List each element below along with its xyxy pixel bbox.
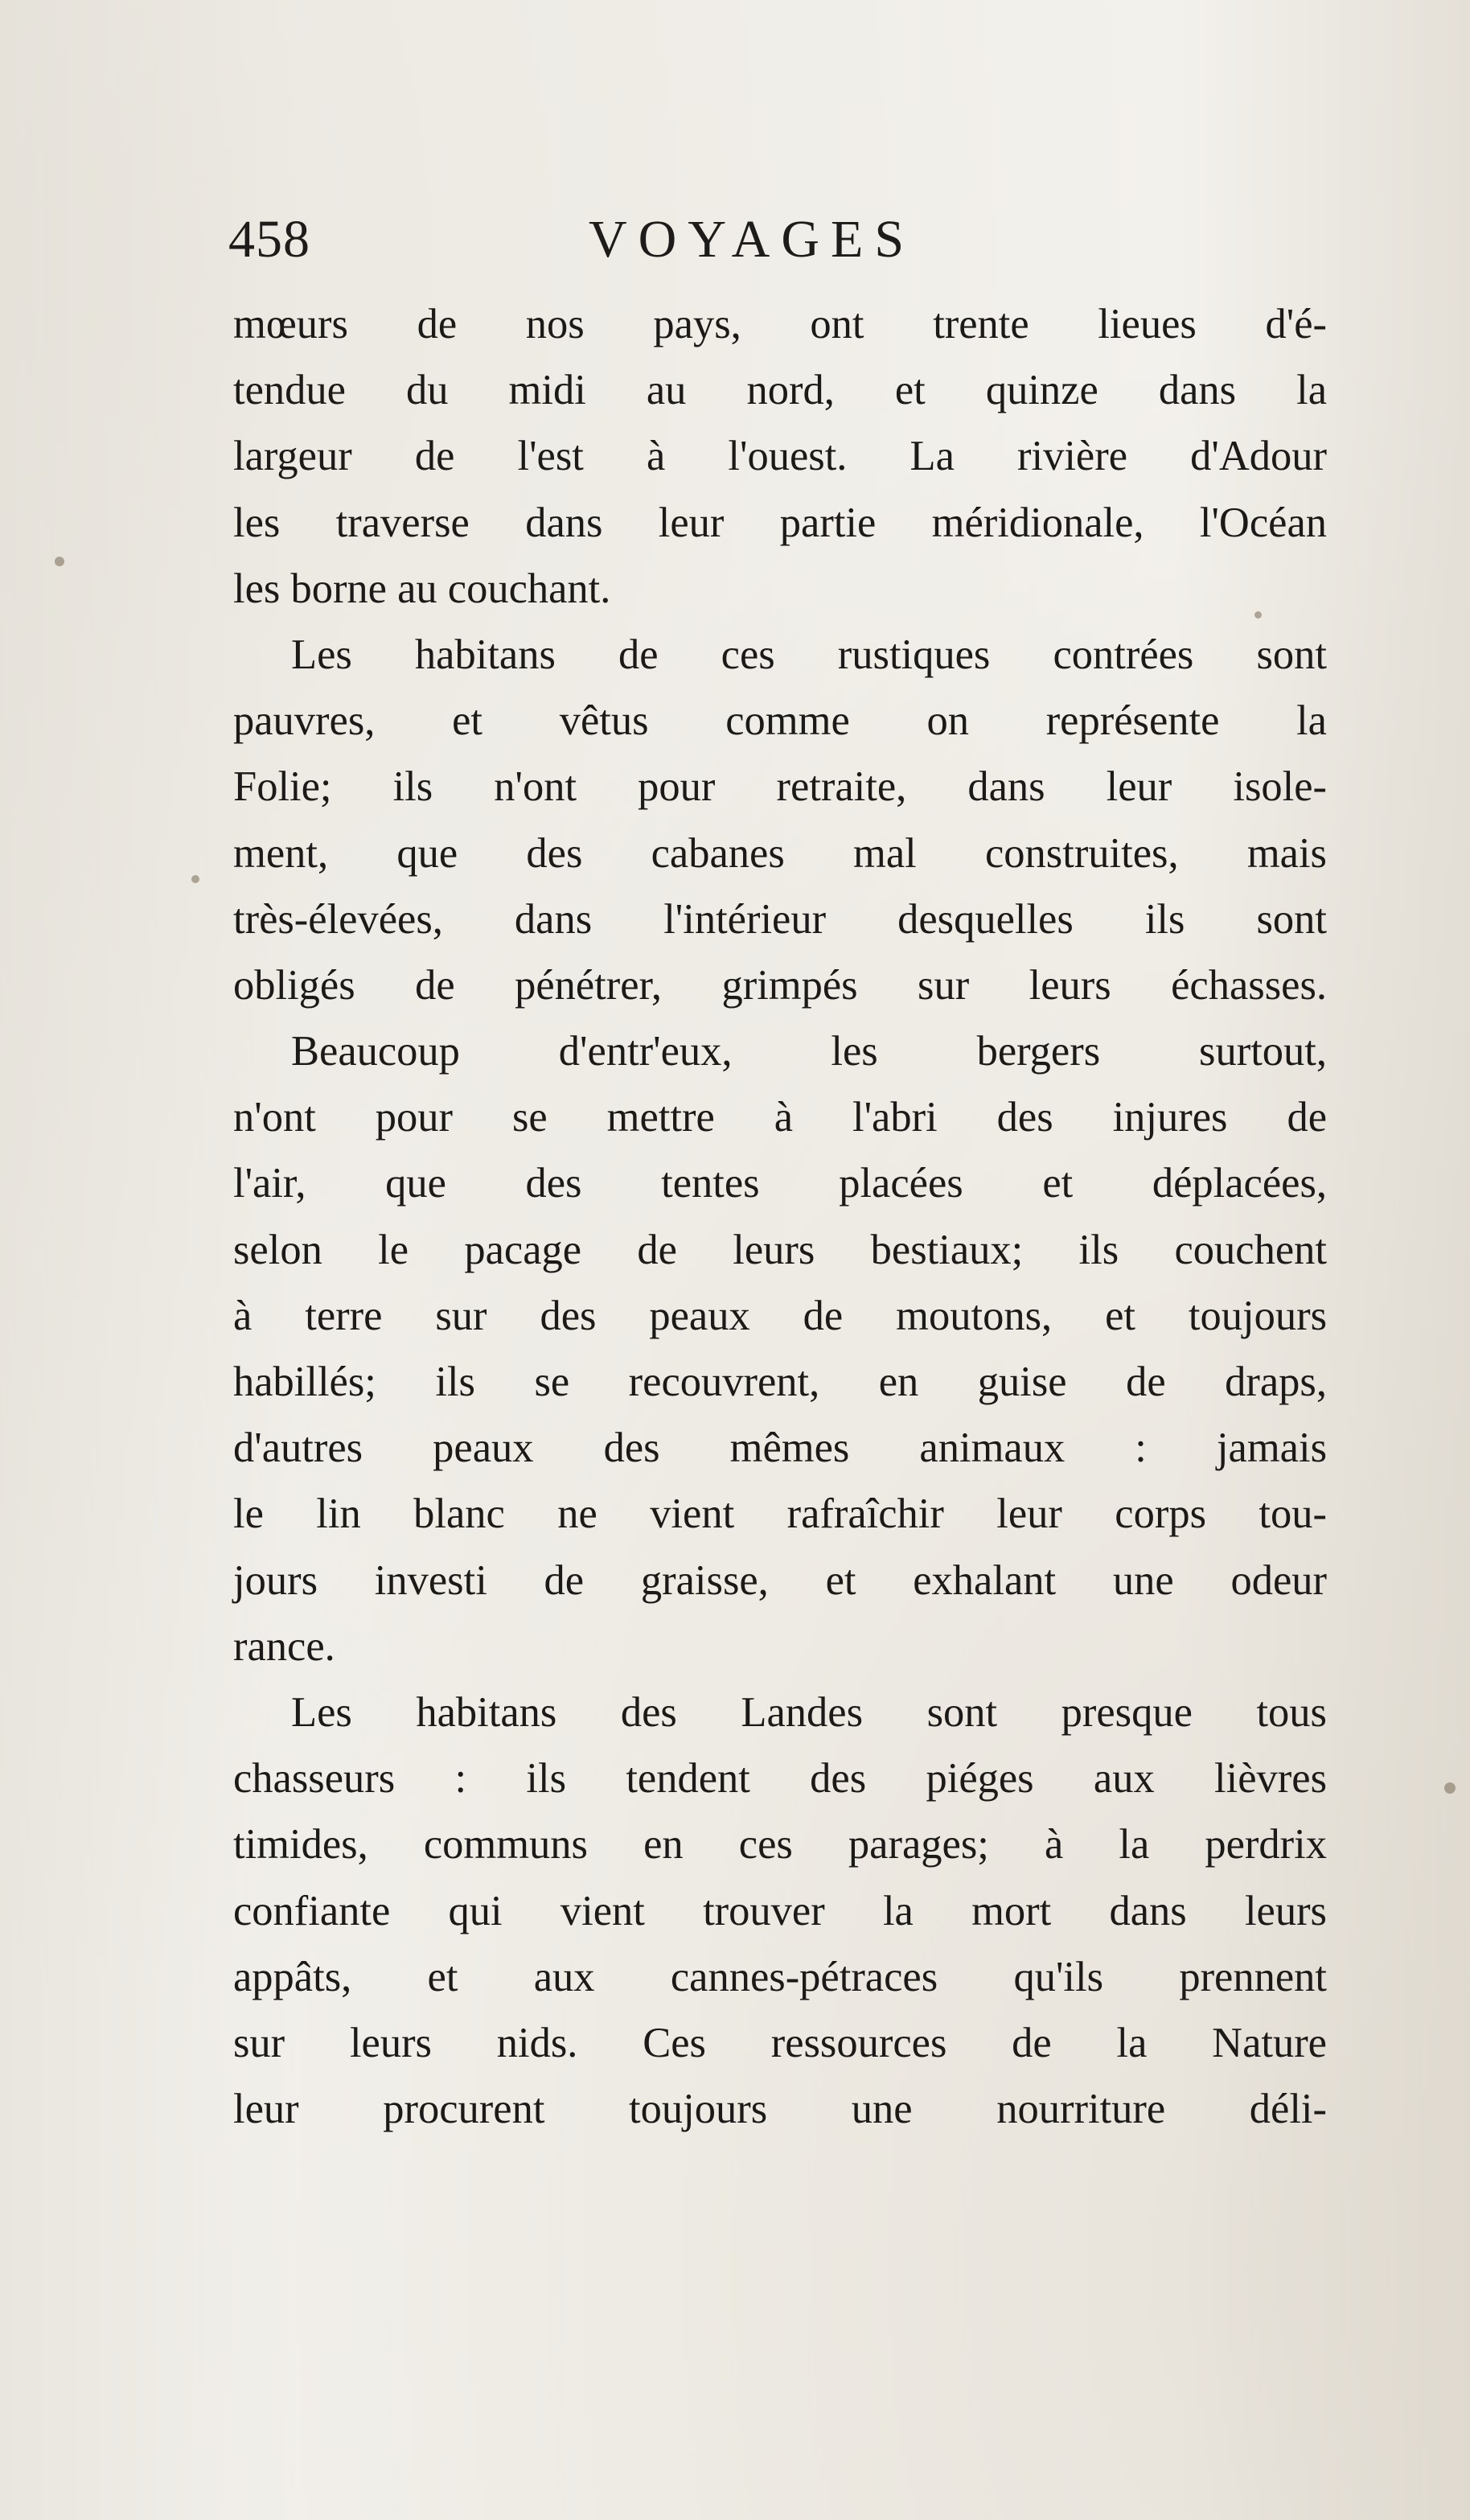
text-line: Folie; ils n'ont pour retraite, dans leur isole- (233, 763, 1327, 811)
text-line: sur leurs nids. Ces ressources de la Nature (233, 2019, 1327, 2066)
text-line: leur procurent toujours une nourriture déli- (233, 2086, 1327, 2133)
text-line: ment, que des cabanes mal construites, mais (233, 829, 1327, 877)
ink-spot (1444, 1782, 1456, 1794)
text-line: timides, communs en ces parages; à la perdrix (233, 1821, 1327, 1868)
text-line: Beaucoup d'entr'eux, les bergers surtout, (291, 1028, 1327, 1075)
page-number: 458 (228, 210, 310, 269)
text-line: d'autres peaux des mêmes animaux : jamais (233, 1424, 1327, 1472)
text-line: largeur de l'est à l'ouest. La rivière d'Adour (233, 433, 1327, 480)
text-line: rance. (233, 1622, 335, 1670)
text-line: appâts, et aux cannes-pétraces qu'ils prennent (233, 1953, 1327, 2000)
text-line: confiante qui vient trouver la mort dans leurs (233, 1887, 1327, 1934)
page-header (228, 208, 1338, 272)
text-line: les borne au couchant. (233, 565, 611, 612)
ink-spot (191, 875, 199, 883)
text-line: Les habitans des Landes sont presque tous (291, 1688, 1327, 1736)
body-text (233, 291, 1327, 2142)
text-line: très-élevées, dans l'intérieur desquelles ils sont (233, 895, 1327, 943)
ink-spot (55, 557, 64, 566)
text-line: tendue du midi au nord, et quinze dans la (233, 367, 1327, 414)
text-line: l'air, que des tentes placées et déplacées, (233, 1160, 1327, 1207)
text-line: jours investi de graisse, et exhalant une odeur (233, 1556, 1327, 1604)
running-head: VOYAGES (589, 210, 916, 269)
text-line: mœurs de nos pays, ont trente lieues d'é- (233, 301, 1327, 347)
text-line: obligés de pénétrer, grimpés sur leurs échasses. (233, 961, 1327, 1009)
text-line: chasseurs : ils tendent des piéges aux lièvres (233, 1755, 1327, 1803)
text-line: habillés; ils se recouvrent, en guise de draps, (233, 1359, 1327, 1405)
text-line: pauvres, et vêtus comme on représente la (233, 697, 1327, 745)
text-line: selon le pacage de leurs bestiaux; ils couchent (233, 1226, 1327, 1273)
text-line: le lin blanc ne vient rafraîchir leur corps tou- (233, 1490, 1327, 1538)
text-line: à terre sur des peaux de moutons, et toujours (233, 1292, 1327, 1339)
text-line: n'ont pour se mettre à l'abri des injures de (233, 1094, 1327, 1141)
text-line: Les habitans de ces rustiques contrées sont (291, 631, 1327, 678)
text-line: les traverse dans leur partie méridionale, l'Océan (233, 499, 1327, 546)
